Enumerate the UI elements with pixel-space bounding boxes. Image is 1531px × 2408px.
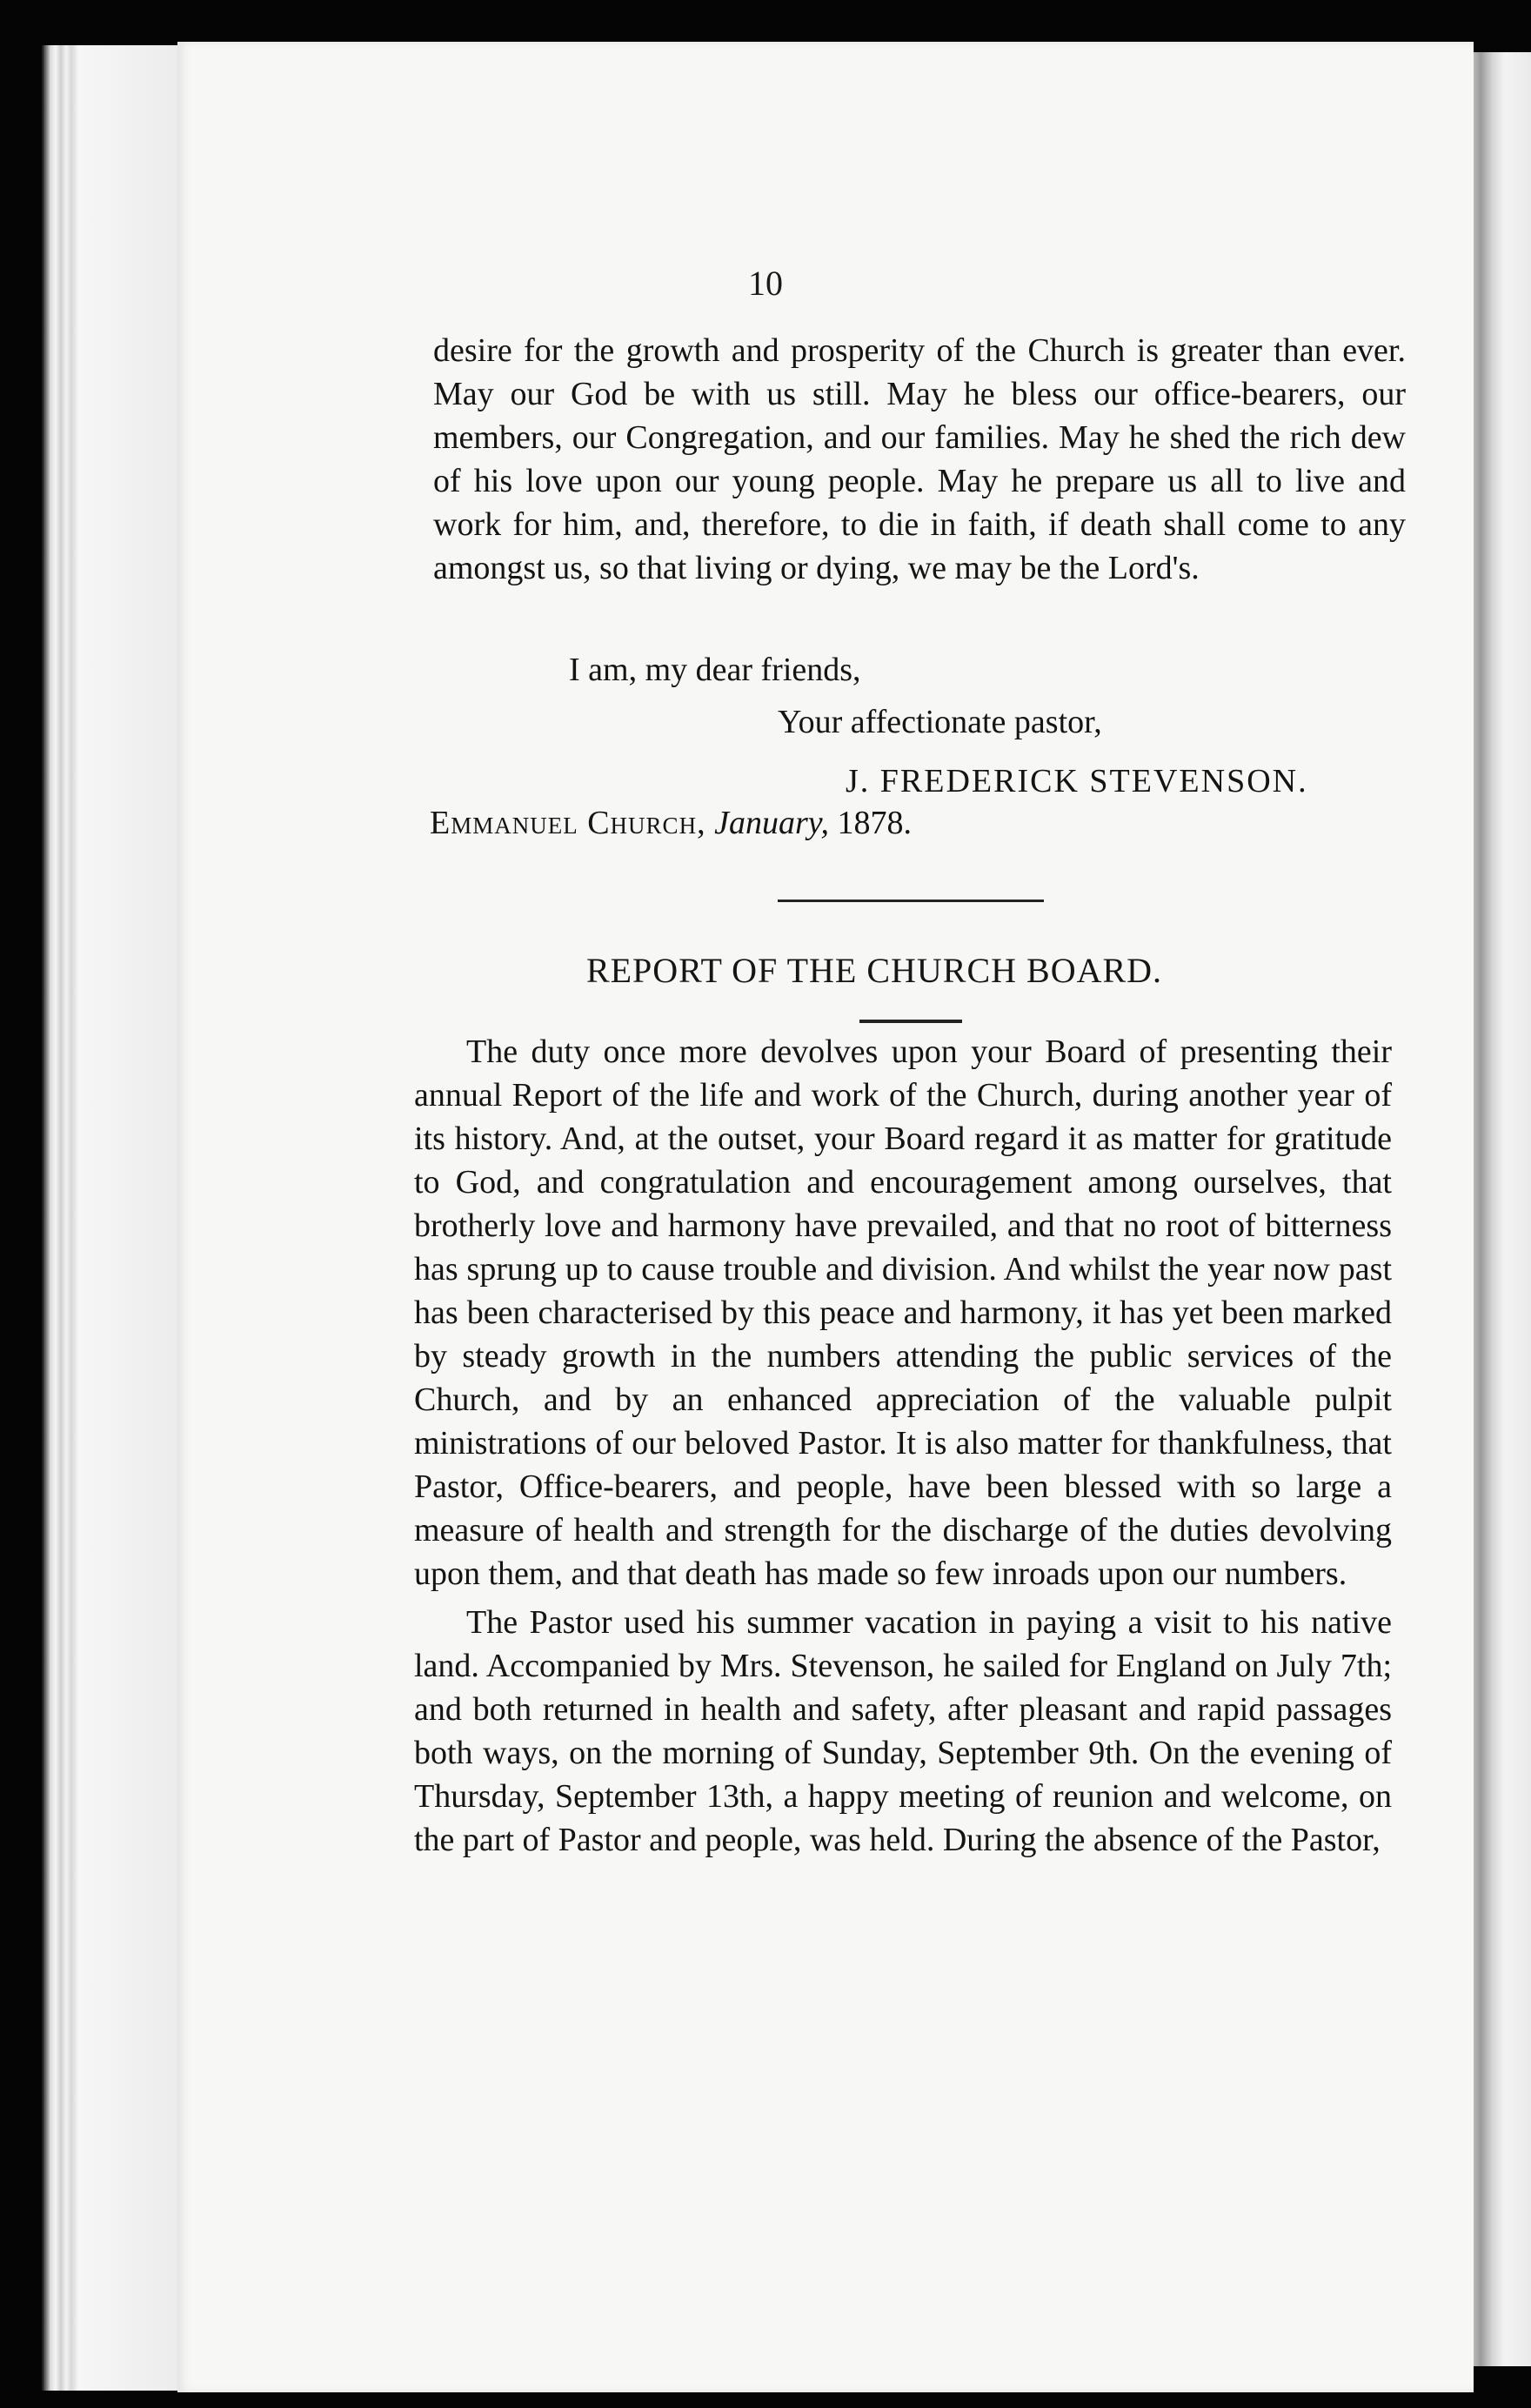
section-divider-rule [778,900,1044,902]
report-paragraph-2: The Pastor used his summer vacation in paying a visit to his native land. Accompanied by Mrs. Stevenson, he sailed for England on July 7th; and both returned in health and safety, after pleasant and rapid passages both ways, on the morning of Sunday, September 9th. On the evening of Thursday, September 13th, a happy meeting of reunion and welcome, on the part of Pastor and people, was held. During the absence of the Pastor, [414,1604,1392,1858]
dateline-month: January, [714,805,830,841]
letter-closing: Your affectionate pastor, [778,704,1102,740]
book-page-edges-left [42,45,181,2391]
report-paragraph-1: The duty once more devolves upon your Board of presenting their annual Report of the life and work of the Church, during another year of its history. And, at the outset, your Board regard it as matter for gratitude to God, and congratulation and encouragement among ourselves, that brotherly love and harmony have prevailed, and that no root of bitterness has sprung up to cause trouble and division. And whilst the year now past has been characterised by this peace and harmony, it has yet been marked by steady growth in the numbers attending the public services of the Church, and by an enhanced appreciation of the valuable pulpit ministrations of our beloved Pastor. It is also matter for thankfulness, that Pastor, Office-bearers, and people, have been blessed with so large a measure of health and strength for the discharge of the duties devolving upon them, and that death has made so few inroads upon our numbers. [414,1033,1392,1592]
letter-dateline [430,804,912,842]
letter-salutation: I am, my dear friends, [569,652,861,688]
letter-paragraph: desire for the growth and prosperity of the Church is greater than ever. May our God be with us still. May he bless our office-bearers, our members, our Congregation, and our families. May he shed the rich dew of his love upon our young people. May he prepare us all to live and work for him, and, therefore, to die in faith, if death shall come to any amongst us, so that living or dying, we may be the Lord's. [433,332,1406,586]
book-page-edge-right [1470,52,1531,2366]
heading-underline-rule [859,1020,962,1023]
dateline-place: Emmanuel Church, [430,805,706,841]
letter-signature: J. FREDERICK STEVENSON. [846,763,1308,799]
report-heading: REPORT OF THE CHURCH BOARD. [585,951,1163,990]
report-text-block [414,1030,1392,1862]
letter-text-block [433,329,1406,590]
dateline-year: 1878. [837,805,913,841]
page-number: 10 [748,264,783,303]
